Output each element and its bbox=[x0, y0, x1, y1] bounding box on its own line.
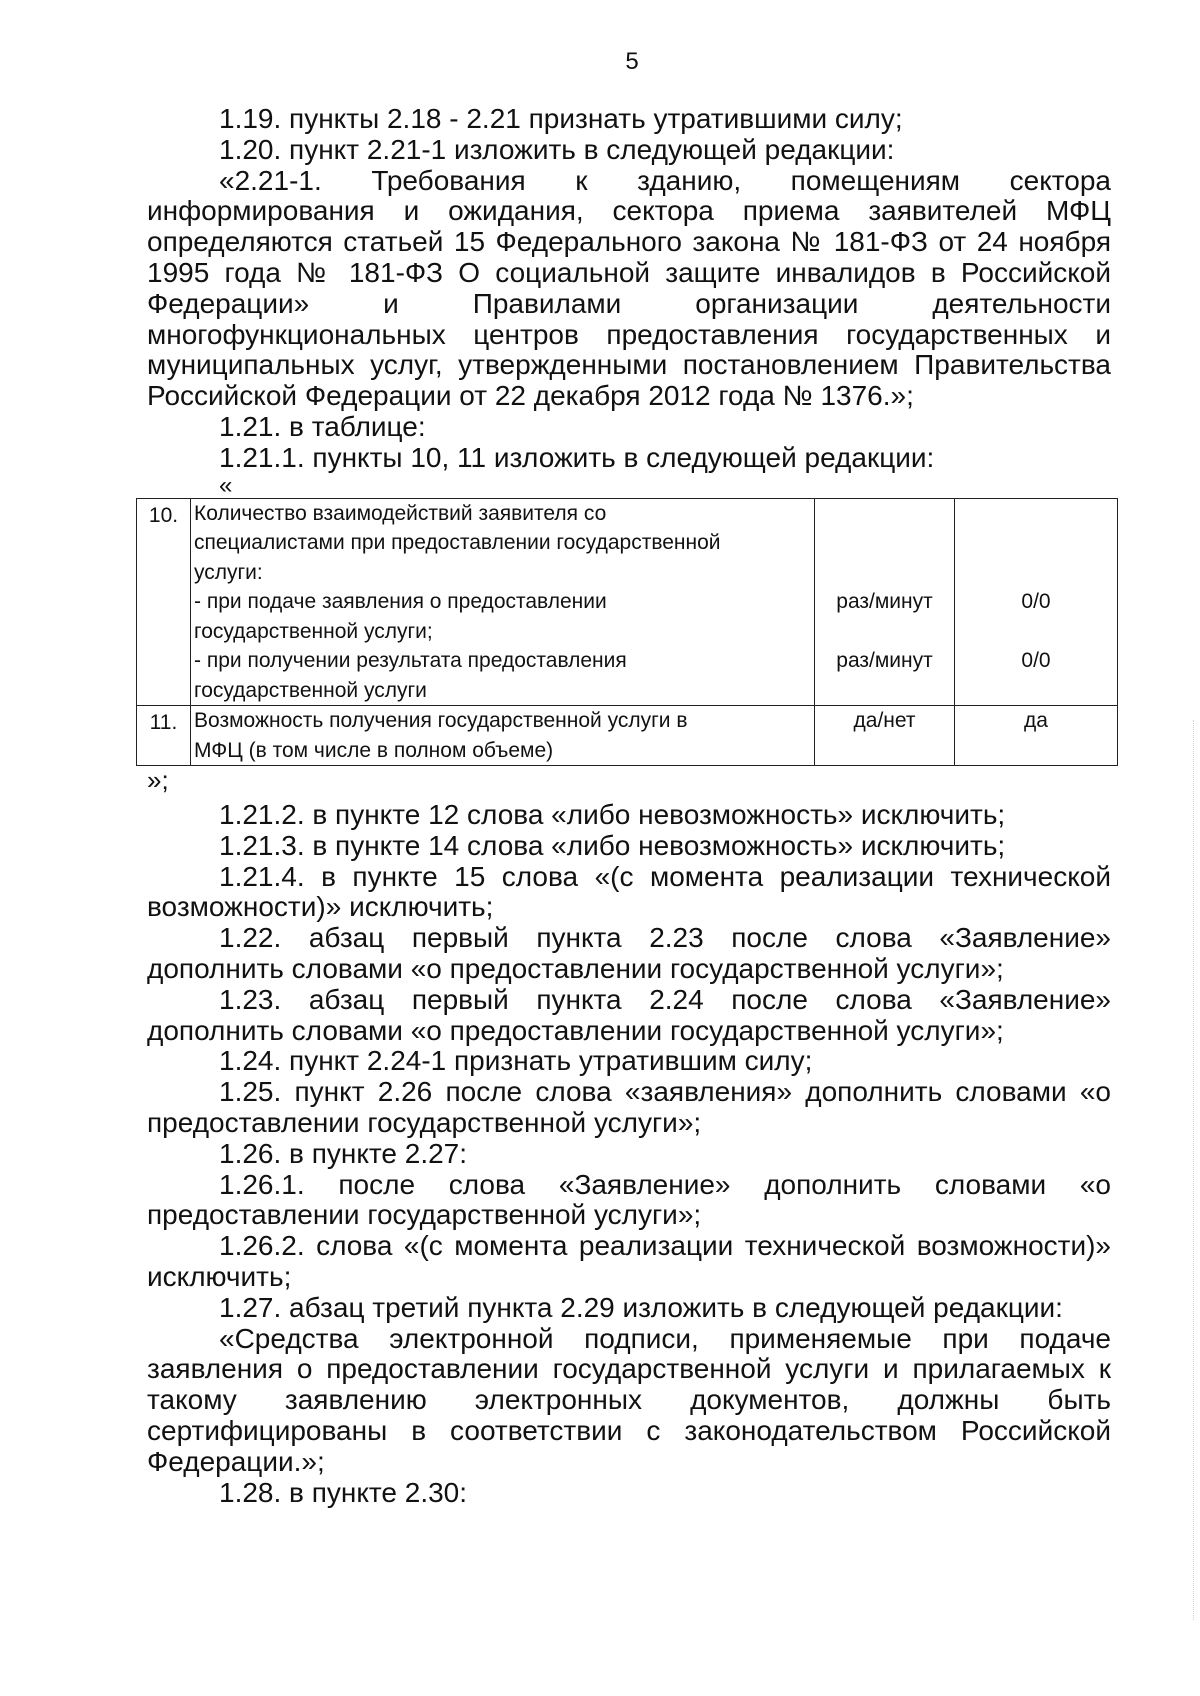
table-open-quote: « bbox=[219, 471, 233, 499]
row-11-number: 11. bbox=[137, 706, 191, 766]
paragraph-1-23: 1.23. абзац первый пункта 2.24 после слова «Заявление» дополнить словами «о предоставлении государственной услуги»; bbox=[147, 983, 1111, 1046]
paragraph-1-21-4: 1.21.4. в пункте 15 слова «(с момента реализации технической возможности)» исключить; bbox=[147, 860, 1111, 923]
paragraph-1-27: 1.27. абзац третий пункта 2.29 изложить в следующей редакции: bbox=[219, 1291, 1063, 1323]
table-row-10 bbox=[137, 498, 1118, 706]
row-11-unit bbox=[815, 706, 955, 766]
page-number: 5 bbox=[625, 48, 639, 75]
row-11-description bbox=[191, 706, 815, 766]
row-11-value-text: да bbox=[1024, 709, 1048, 733]
row-11-line: МФЦ (в том числе в полном объеме) bbox=[194, 738, 554, 762]
row-11-value bbox=[955, 706, 1118, 766]
paragraph-1-28: 1.28. в пункте 2.30: bbox=[219, 1476, 468, 1508]
paragraph-1-25: 1.25. пункт 2.26 после слова «заявления» дополнить словами «о предоставлении государственной услуги»; bbox=[147, 1076, 1111, 1139]
row-10-sub2-unit: раз/минут bbox=[836, 649, 933, 673]
table-close-quote: »; bbox=[147, 765, 169, 796]
row-11-unit-text: да/нет bbox=[853, 709, 916, 733]
row-10-heading-line: специалистами при предоставлении государственной bbox=[194, 531, 721, 555]
paragraph-1-22: 1.22. абзац первый пункта 2.23 после слова «Заявление» дополнить словами «о предоставлении государственной услуги»; bbox=[147, 922, 1111, 985]
document-body bbox=[147, 104, 1111, 1508]
table-row-11 bbox=[137, 706, 1118, 766]
row-10-sub1-line: - при подаче заявления о предоставлении bbox=[194, 590, 607, 614]
paragraph-1-20: 1.20. пункт 2.21-1 изложить в следующей редакции: bbox=[219, 133, 895, 165]
paragraph-1-21-1: 1.21.1. пункты 10, 11 изложить в следующей редакции: bbox=[219, 441, 935, 473]
row-10-sub2-line: - при получении результата предоставления bbox=[194, 649, 627, 673]
row-10-sub1-line: государственной услуги; bbox=[194, 619, 433, 643]
paragraph-1-21-3: 1.21.3. в пункте 14 слова «либо невозможность» исключить; bbox=[219, 829, 1006, 861]
paragraph-1-24: 1.24. пункт 2.24-1 признать утратившим силу; bbox=[219, 1045, 813, 1077]
scan-edge-line bbox=[1191, 720, 1194, 1620]
paragraph-2-29-quote: «Средства электронной подписи, применяемые при подаче заявления о предоставлении государственной услуги и прилагаемых к такому заявлению электронных документов, должны быть сертифицированы в соответствии с законодательством Российской Федерации.»; bbox=[147, 1322, 1111, 1477]
row-11-line: Возможность получения государственной услуги в bbox=[194, 709, 688, 733]
row-10-number: 10. bbox=[137, 498, 191, 706]
row-10-description bbox=[191, 498, 815, 706]
paragraph-1-26: 1.26. в пункте 2.27: bbox=[219, 1137, 468, 1169]
row-10-sub2-line: государственной услуги bbox=[194, 678, 427, 702]
paragraph-1-21: 1.21. в таблице: bbox=[219, 410, 426, 442]
row-10-sub2-value: 0/0 bbox=[1021, 649, 1051, 673]
row-10-sub1-value: 0/0 bbox=[1021, 590, 1051, 614]
paragraph-1-19: 1.19. пункты 2.18 - 2.21 признать утратившими силу; bbox=[219, 103, 903, 134]
paragraph-2-21-1-text: «2.21-1. Требования к зданию, помещениям сектора информирования и ожидания, сектора приема заявителей МФЦ определяются статьей 15 Федерального закона № 181-ФЗ от 24 ноября 1995 года № 181-ФЗ О социальной защите инвалидов в Российской Федерации» и Правилами организации деятельности многофункциональных центров предоставления государственных и муниципальных услуг, утвержденными постановлением Правительства Российской Федерации от 22 декабря 2012 года № 1376.»; bbox=[147, 164, 1111, 412]
paragraph-1-26-1: 1.26.1. после слова «Заявление» дополнить словами «о предоставлении государственной услуги»; bbox=[147, 1168, 1111, 1231]
paragraph-1-26-2: 1.26.2. слова «(с момента реализации технической возможности)» исключить; bbox=[147, 1230, 1111, 1293]
paragraph-1-21-2: 1.21.2. в пункте 12 слова «либо невозможность» исключить; bbox=[219, 799, 1006, 831]
row-10-value-cell bbox=[955, 498, 1118, 706]
row-10-sub1-unit: раз/минут bbox=[836, 590, 933, 614]
amendment-table bbox=[136, 498, 1118, 767]
row-10-heading-line: услуги: bbox=[194, 560, 263, 584]
row-10-unit-cell bbox=[815, 498, 955, 706]
row-10-heading-line: Количество взаимодействий заявителя со bbox=[194, 501, 607, 525]
